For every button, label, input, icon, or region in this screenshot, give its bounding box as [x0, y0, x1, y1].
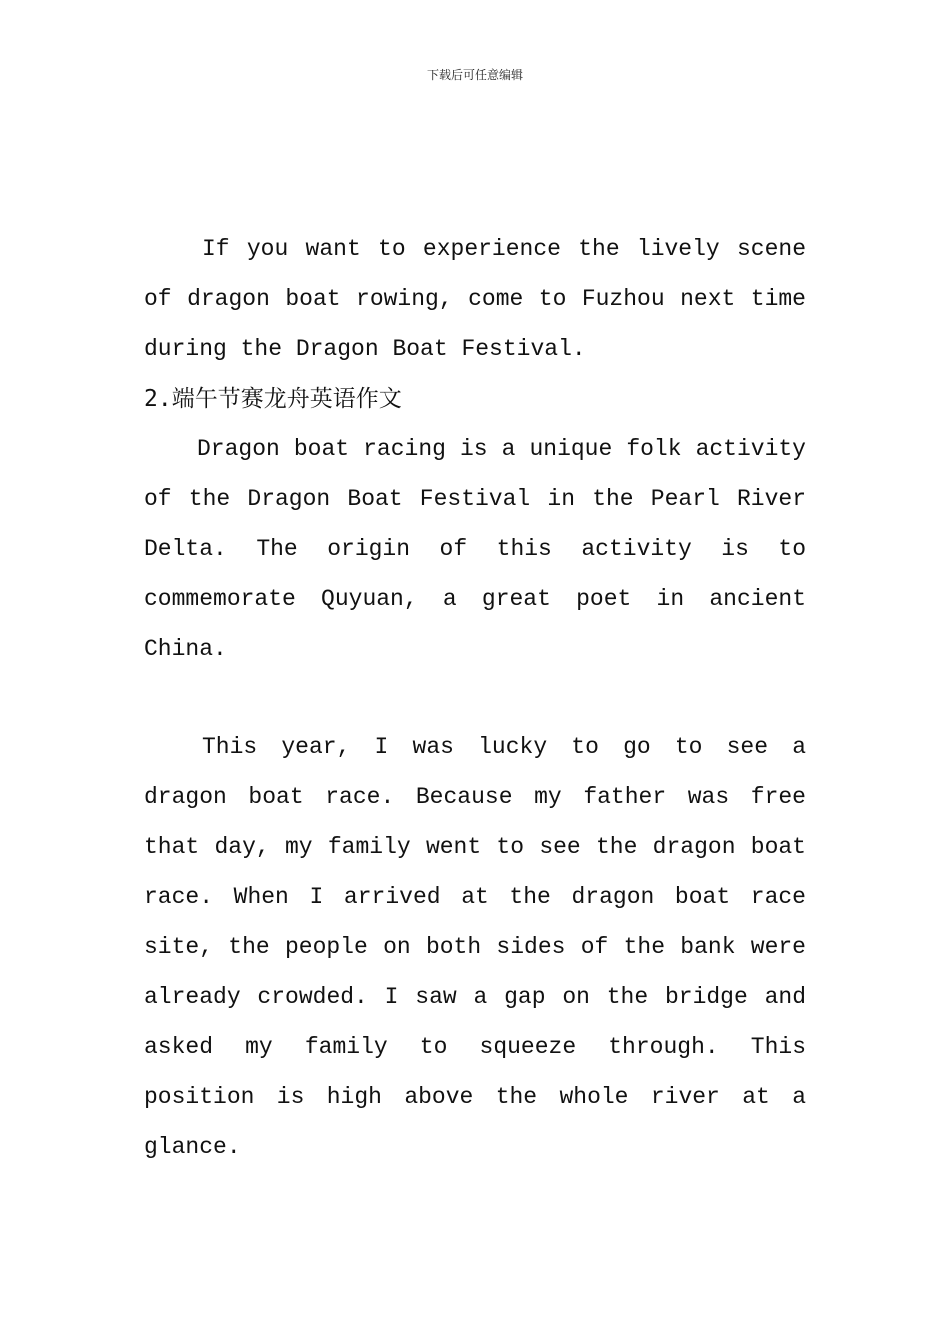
section-heading-number: 2.	[144, 386, 172, 412]
paragraph-fuzhou-invitation: If you want to experience the lively scene of dragon boat rowing, come to Fuzhou next time during the Dragon Boat Festival.	[144, 236, 806, 362]
section-heading	[144, 374, 806, 424]
document-body	[144, 224, 806, 674]
document-body-continued	[144, 722, 806, 1172]
page-header: 下载后可任意编辑	[426, 68, 523, 82]
section-heading-title: 端午节赛龙舟英语作文	[171, 386, 402, 412]
paragraph-dragon-boat-intro: Dragon boat racing is a unique folk activity of the Dragon Boat Festival in the Pearl River Delta. The origin of this activity is to commemorate Quyuan, a great poet in ancient China.	[144, 436, 806, 662]
paragraph-race-experience: This year, I was lucky to go to see a dragon boat race. Because my father was free that day, my family went to see the dragon boat race. When I arrived at the dragon boat race site, the people on both sides of the bank were already crowded. I saw a gap on the bridge and asked my family to squeeze through. This position is high above the whole river at a glance.	[144, 734, 806, 1160]
